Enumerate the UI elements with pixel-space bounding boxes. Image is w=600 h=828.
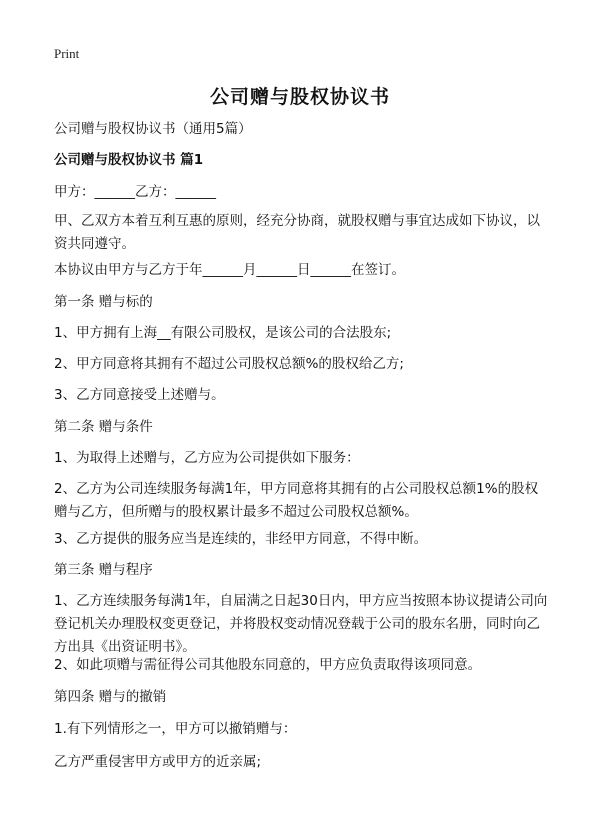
signing-line: 本协议由甲方与乙方于年______月______日______在签订。 <box>54 262 405 278</box>
article4-title: 第四条 赠与的撤销 <box>54 689 167 705</box>
section-heading: 公司赠与股权协议书 篇1 <box>54 152 204 168</box>
article2-item1: 1、为取得上述赠与，乙方应为公司提供如下服务： <box>54 450 360 466</box>
article3-item2: 2、如此项赠与需征得公司其他股东同意的，甲方应负责取得该项同意。 <box>54 657 482 673</box>
article4-item1: 1.有下列情形之一，甲方可以撤销赠与： <box>54 721 297 737</box>
article1-title: 第一条 赠与标的 <box>54 294 153 310</box>
article2-item3: 3、乙方提供的服务应当是连续的，非经甲方同意，不得中断。 <box>54 531 428 547</box>
parties-line: 甲方：______乙方：______ <box>54 184 216 200</box>
article3-title: 第三条 赠与程序 <box>54 562 153 578</box>
print-label: Print <box>54 46 80 61</box>
article4-item2: 乙方严重侵害甲方或甲方的近亲属; <box>54 754 262 770</box>
document-title: 公司赠与股权协议书 <box>209 86 390 108</box>
article1-item3: 3、乙方同意接受上述赠与。 <box>54 387 225 403</box>
intro-paragraph: 甲、乙双方本着互利互惠的原则，经充分协商，就股权赠与事宜达成如下协议，以资共同遵守。 <box>54 213 540 252</box>
document-subtitle: 公司赠与股权协议书（通用5篇） <box>54 121 252 137</box>
article1-item1: 1、甲方拥有上海__有限公司股权，是该公司的合法股东; <box>54 325 392 341</box>
article3-item1: 1、乙方连续服务每满1年，自届满之日起30日内，甲方应当按照本协议提请公司向登记机关办理股权变更登记，并将股权变动情况登载于公司的股东名册，同时向乙方出具《出资证明书》。 <box>54 593 548 655</box>
article2-item2: 2、乙方为公司连续服务每满1年，甲方同意将其拥有的占公司股权总额1%的股权赠与乙方，但所赠与的股权累计最多不超过公司股权总额%。 <box>54 481 539 520</box>
article1-item2: 2、甲方同意将其拥有不超过公司股权总额%的股权给乙方; <box>54 356 404 372</box>
article2-title: 第二条 赠与条件 <box>54 419 153 435</box>
